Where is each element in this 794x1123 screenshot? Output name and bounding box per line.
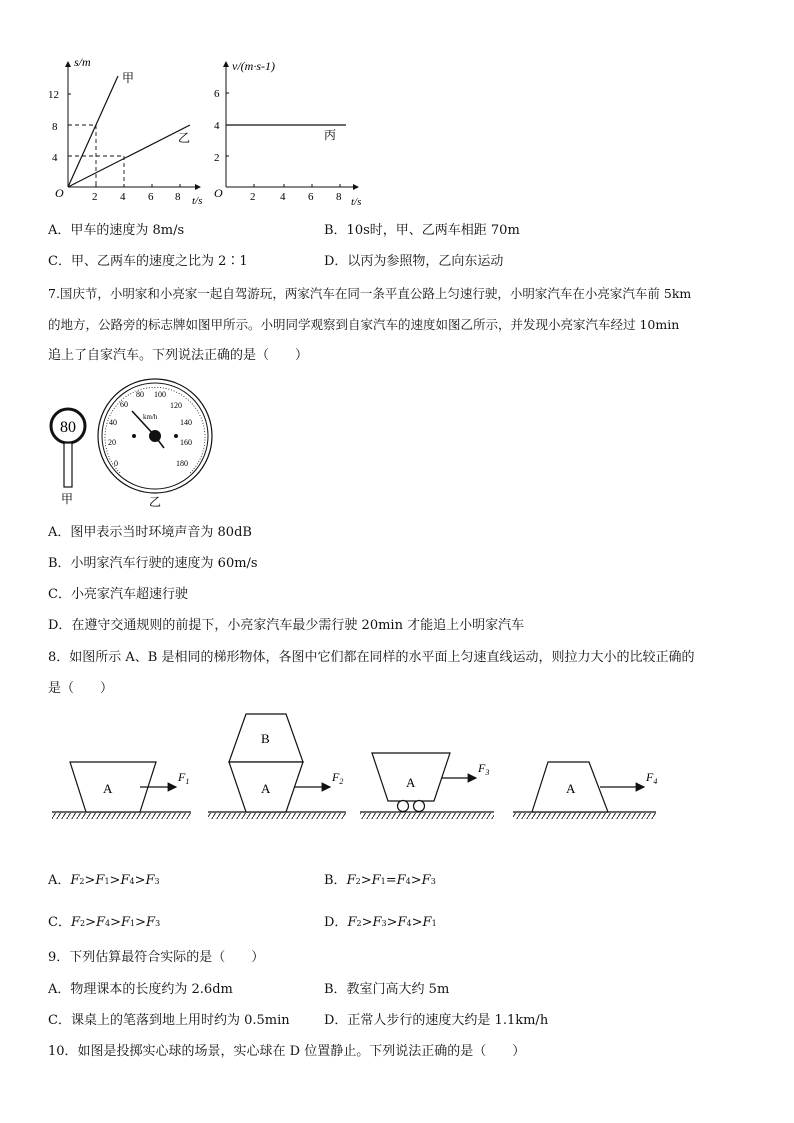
vt-ytick: 4: [214, 120, 220, 132]
q8-option-b: B．F2>F1=F4>F3: [324, 873, 436, 888]
st-ytick: 12: [48, 89, 59, 101]
vt-xlabel: t/s: [351, 196, 362, 208]
gauge-tick: 120: [170, 401, 182, 410]
st-xlabel: t/s: [192, 195, 203, 207]
st-xtick: 4: [120, 191, 126, 203]
q7-stem-line2: 的地方，公路旁的标志牌如图甲所示。小明同学观察到自家汽车的速度如图乙所示，并发现小亮家汽车经过 10min: [48, 317, 680, 332]
q9-option-a: A．物理课本的长度约为 2.6dm: [48, 982, 233, 997]
gauge-tick: 140: [180, 418, 192, 427]
q7-stem-line1: 7.国庆节，小明家和小亮家一起自驾游玩，两家汽车在同一条平直公路上匀速行驶，小明家汽车在小亮家汽车前 5km: [48, 286, 692, 301]
q8-stem-line2: 是（ ）: [48, 681, 114, 696]
vt-ytick: 2: [214, 152, 220, 164]
label-jia: 甲: [122, 71, 135, 85]
st-xtick: 2: [92, 191, 98, 203]
speedometer: [96, 375, 221, 510]
q8-option-c: C．F2>F4>F1>F3: [48, 915, 161, 930]
gauge-label: 乙: [149, 495, 162, 509]
st-ytick: 4: [52, 152, 58, 164]
st-xtick: 8: [175, 191, 181, 203]
force-f4: $F_4$: [646, 770, 658, 786]
sign-label: 甲: [61, 492, 74, 506]
q9-option-b: B．教室门高大约 5m: [324, 982, 450, 997]
gauge-tick: 40: [109, 418, 117, 427]
q7-option-c: C．小亮家汽车超速行驶: [48, 587, 188, 602]
v-t-graph: [200, 50, 375, 215]
st-ylabel: s/m: [74, 55, 91, 69]
st-xtick: 6: [148, 191, 154, 203]
block-a-label: A: [103, 781, 113, 796]
vt-xtick: 4: [280, 191, 286, 203]
line-jia: [68, 76, 118, 187]
wheel: [398, 801, 409, 812]
gauge-tick: 100: [154, 390, 166, 399]
q7-option-b: B．小明家汽车行驶的速度为 60m/s: [48, 556, 258, 571]
block-a-label: A: [406, 775, 416, 790]
q9-option-d: D．正常人步行的速度大约是 1.1km/h: [324, 1013, 549, 1028]
gauge-unit: km/h: [143, 413, 158, 421]
q7-option-a: A．图甲表示当时环境声音为 80dB: [48, 525, 252, 540]
q8-stem-line1: 8．如图所示 A、B 是相同的梯形物体，各图中它们都在同样的水平面上匀速直线运动，则拉力大小的比较正确的: [48, 650, 695, 665]
vt-ylabel: v/(m·s-1): [232, 59, 275, 73]
force-f3: $F_3$: [478, 761, 490, 777]
q6-option-b: B．10s时，甲、乙两车相距 70m: [324, 223, 520, 238]
wheel: [414, 801, 425, 812]
gauge-tick: 20: [108, 438, 116, 447]
vt-xtick: 2: [250, 191, 256, 203]
block-b-label: B: [261, 731, 270, 746]
block-a-label: A: [261, 781, 271, 796]
label-yi: 乙: [178, 131, 191, 145]
speed-limit-sign: [45, 400, 95, 510]
force-f2: $F_2$: [332, 770, 344, 786]
gauge-tick: 160: [180, 438, 192, 447]
q9-stem: 9．下列估算最符合实际的是（ ）: [48, 950, 265, 965]
q8-option-d: D．F2>F3>F4>F1: [324, 915, 437, 930]
q7-option-d: D．在遵守交通规则的前提下，小亮家汽车最少需行驶 20min 才能追上小明家汽车: [48, 618, 525, 633]
gauge-tick: 0: [114, 459, 118, 468]
vt-xtick: 6: [308, 191, 314, 203]
q10-stem: 10．如图是投掷实心球的场景，实心球在 D 位置静止。下列说法正确的是（ ）: [48, 1044, 526, 1059]
st-ytick: 8: [52, 121, 58, 133]
q6-option-c: C．甲、乙两车的速度之比为 2∶1: [48, 254, 248, 269]
sign-value: 80: [60, 419, 76, 436]
force-f1: $F_1$: [178, 770, 190, 786]
q6-option-a: A．甲车的速度为 8m/s: [48, 223, 185, 238]
gauge-tick: 60: [120, 400, 128, 409]
gauge-tick: 180: [176, 459, 188, 468]
line-yi: [68, 125, 190, 187]
gauge-tick: 80: [136, 390, 144, 399]
trapezoid-force-diagram: [48, 705, 668, 830]
q7-stem-line3: 追上了自家汽车。下列说法正确的是（ ）: [48, 348, 309, 363]
vt-origin: O: [214, 186, 223, 200]
st-origin: O: [55, 186, 64, 200]
s-t-graph: [40, 50, 215, 215]
q6-option-d: D．以丙为参照物，乙向东运动: [324, 254, 504, 269]
block-a-label: A: [566, 781, 576, 796]
q8-option-a: A．F2>F1>F4>F3: [48, 873, 160, 888]
label-bing: 丙: [324, 128, 337, 142]
vt-ytick: 6: [214, 88, 220, 100]
q9-option-c: C．课桌上的笔落到地上用时约为 0.5min: [48, 1013, 290, 1028]
vt-xtick: 8: [336, 191, 342, 203]
